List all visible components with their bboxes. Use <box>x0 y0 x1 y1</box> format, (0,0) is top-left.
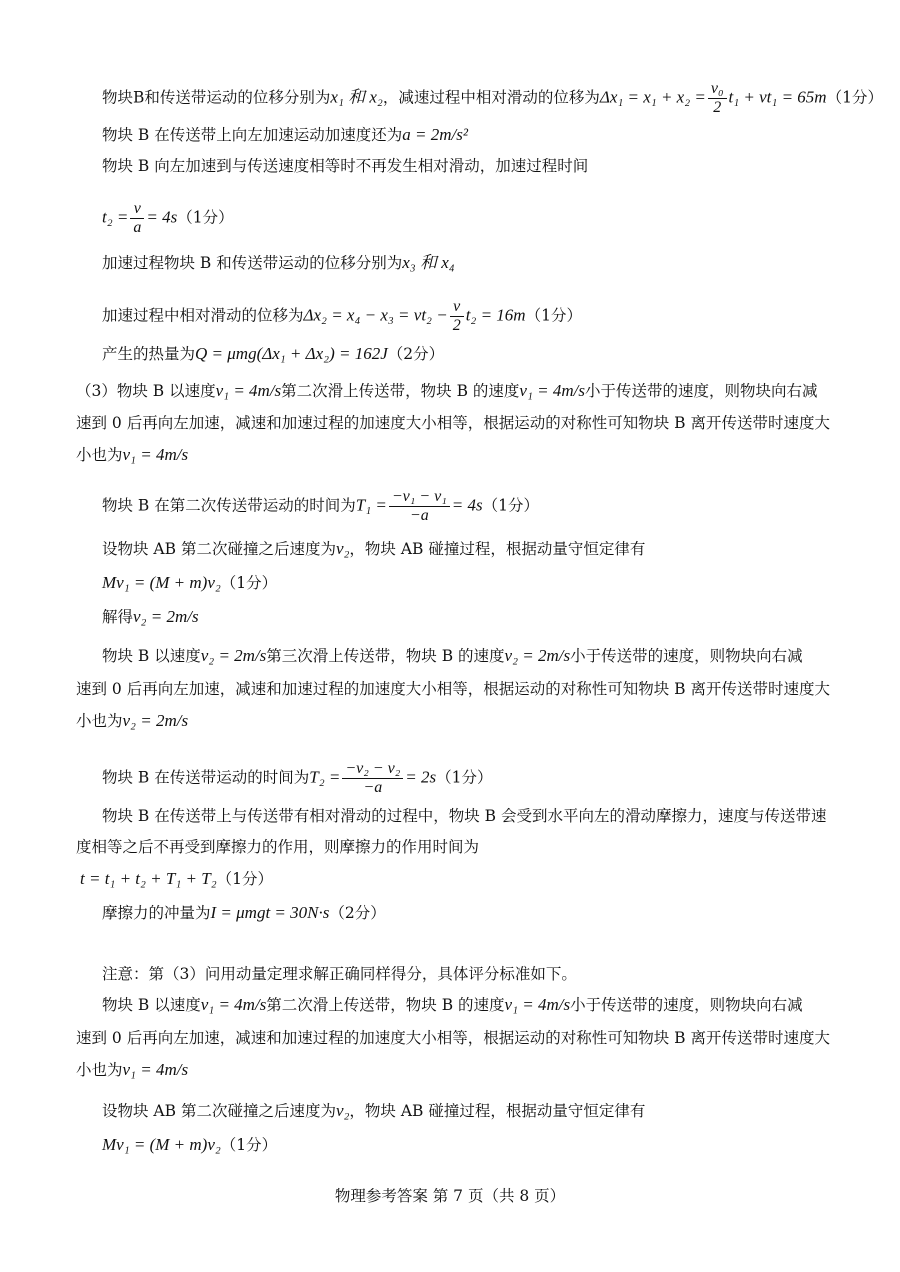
score-note: （1分） <box>216 870 273 888</box>
equation: Q = μmg(Δx₁ + Δx₂) = 162J <box>195 344 388 363</box>
line-text: ，减速过程中相对滑动的位移为 <box>382 88 600 107</box>
equation: t₁ + vt₁ = 65m <box>728 87 827 107</box>
text-line <box>76 1059 188 1081</box>
text-line <box>76 380 817 402</box>
note-line <box>102 963 577 985</box>
score-note: （1分） <box>177 208 234 227</box>
line-text: （3）物块 B 以速度 <box>76 382 216 400</box>
line-text: 第二次滑上传送带，物块 B 的速度 <box>281 382 520 400</box>
line-text: ，物块 AB 碰撞过程，根据动量守恒定律有 <box>349 1102 646 1120</box>
line-text: 产生的热量为 <box>102 345 196 363</box>
line-text: 摩擦力的冲量为 <box>102 904 211 922</box>
equation: = 4s <box>451 495 483 515</box>
line-text: 小也为 <box>76 712 123 730</box>
equation: Δx₂ = x₄ − x₃ = vt₂ − <box>303 305 448 325</box>
equation: a = 2m/s² <box>402 125 468 144</box>
line-text: 物块 B 在传送带运动的时间为 <box>102 768 310 787</box>
fraction <box>389 488 450 525</box>
line-text: 小于传送带的速度，则物块向右减 <box>570 996 803 1014</box>
line-text: 设物块 AB 第二次碰撞之后速度为 <box>102 540 336 558</box>
text-line <box>76 412 830 434</box>
line-text: 物块 B 在传送带上向左加速运动加速度还为 <box>102 126 403 144</box>
text-line <box>102 488 539 525</box>
fraction-numerator: −v₁ − v₁ <box>389 488 450 507</box>
fraction-denominator: a <box>133 219 142 236</box>
equation: v₁ = 4m/s <box>200 995 267 1014</box>
equation: = 2s <box>405 767 437 787</box>
equation: x₃ 和 x₄ <box>402 253 455 272</box>
text-line <box>102 343 444 365</box>
fraction-numerator: v <box>450 298 464 317</box>
equation: x₁ 和 x₂ <box>330 87 383 107</box>
text-line <box>102 1134 277 1156</box>
equation: v₁ = 4m/s <box>122 445 189 464</box>
text-line <box>102 1100 645 1122</box>
equation: v₁ = 4m/s <box>215 381 282 400</box>
equation: v₁ = 4m/s <box>504 995 571 1014</box>
text-line <box>76 836 479 858</box>
fraction <box>450 298 464 335</box>
fraction <box>130 200 144 237</box>
text-line <box>102 538 645 560</box>
line-text: 第三次滑上传送带，物块 B 的速度 <box>266 647 505 665</box>
score-note: （1分） <box>220 1136 278 1154</box>
line-text: 小也为 <box>76 446 123 464</box>
text-line <box>102 606 199 628</box>
fraction-numerator: v₀ <box>708 80 727 99</box>
line-text: 设物块 AB 第二次碰撞之后速度为 <box>102 1102 336 1120</box>
text-line <box>102 994 803 1016</box>
text-line <box>102 572 277 594</box>
page-footer: 物理参考答案 第 7 页（共 8 页） <box>334 1187 566 1205</box>
note-text: 注意：第（3）问用动量定理求解正确同样得分，具体评分标准如下。 <box>102 965 577 983</box>
text-line <box>76 678 830 700</box>
score-note: （2分） <box>329 904 386 922</box>
fraction-denominator: −a <box>363 779 383 796</box>
text-line <box>76 444 188 466</box>
equation: t = t₁ + t₂ + T₁ + T₂ <box>80 869 217 888</box>
line-text: 加速过程中相对滑动的位移为 <box>102 306 304 325</box>
line-text: 小于传送带的速度，则物块向右减 <box>570 647 803 665</box>
equation: Δx₁ = x₁ + x₂ = <box>599 87 706 107</box>
equation: v₂ <box>335 539 350 558</box>
text-line <box>76 1027 830 1049</box>
fraction-denominator: 2 <box>713 99 722 116</box>
fraction-denominator: −a <box>409 507 429 524</box>
text-line <box>102 805 827 827</box>
line-text: 小也为 <box>76 1061 123 1079</box>
line-text: ，物块 AB 碰撞过程，根据动量守恒定律有 <box>349 540 646 558</box>
text-line <box>102 124 468 146</box>
equation: t₂ = <box>102 207 129 227</box>
fraction <box>342 760 403 797</box>
equation: Mv₁ = (M + m)v₂ <box>102 573 221 592</box>
score-note: （1分） <box>436 768 493 787</box>
score-note: （1分） <box>826 88 883 107</box>
equation: T₁ = <box>355 495 387 515</box>
score-note: （1分） <box>220 574 278 592</box>
line-text: 速到 0 后再向左加速，减速和加速过程的加速度大小相等，根据运动的对称性可知物块 B 离开传送带时速度大 <box>76 680 830 698</box>
text-line <box>102 252 455 274</box>
text-line <box>102 155 588 177</box>
equation: v₂ = 2m/s <box>200 646 267 665</box>
text-line <box>76 710 188 732</box>
text-line <box>102 298 582 335</box>
equation: v₁ = 4m/s <box>122 1060 189 1079</box>
line-text: 物块 B 以速度 <box>102 647 201 665</box>
equation: = 4s <box>146 207 178 227</box>
score-note: （1分） <box>482 496 539 515</box>
equation: Mv₁ = (M + m)v₂ <box>102 1135 221 1154</box>
text-line <box>102 645 803 667</box>
line-text: 物块B和传送带运动的位移分别为 <box>102 88 331 107</box>
line-text: 解得 <box>102 608 134 626</box>
text-line <box>80 868 273 890</box>
equation: v₂ = 2m/s <box>122 711 189 730</box>
equation: I = μmgt = 30N·s <box>210 903 330 922</box>
text-line <box>102 902 386 924</box>
line-text: 物块 B 以速度 <box>102 996 201 1014</box>
text-line <box>102 760 492 797</box>
score-note: （1分） <box>525 306 582 325</box>
line-text: 物块 B 向左加速到与传送速度相等时不再发生相对滑动，加速过程时间 <box>102 157 589 175</box>
text-line <box>102 200 234 237</box>
equation: T₂ = <box>309 767 341 787</box>
line-text: 第二次滑上传送带，物块 B 的速度 <box>266 996 505 1014</box>
line-text: 物块 B 在传送带上与传送带有相对滑动的过程中，物块 B 会受到水平向左的滑动摩擦力，速度与传送带速 <box>102 807 827 825</box>
fraction-numerator: −v₂ − v₂ <box>342 760 403 779</box>
line-text: 速到 0 后再向左加速，减速和加速过程的加速度大小相等，根据运动的对称性可知物块 B 离开传送带时速度大 <box>76 414 830 432</box>
equation: t₂ = 16m <box>465 305 526 325</box>
line-text: 小于传送带的速度，则物块向右减 <box>584 382 818 400</box>
fraction-numerator: v <box>130 200 144 219</box>
fraction <box>708 80 727 117</box>
text-line <box>102 80 883 117</box>
fraction-denominator: 2 <box>452 317 461 334</box>
line-text: 物块 B 在第二次传送带运动的时间为 <box>102 496 356 515</box>
equation: v₂ = 2m/s <box>504 646 571 665</box>
line-text: 加速过程物块 B 和传送带运动的位移分别为 <box>102 254 403 272</box>
equation: v₂ = 2m/s <box>133 607 199 626</box>
score-note: （2分） <box>387 345 445 363</box>
line-text: 速到 0 后再向左加速，减速和加速过程的加速度大小相等，根据运动的对称性可知物块 B 离开传送带时速度大 <box>76 1029 830 1047</box>
equation: v₁ = 4m/s <box>519 381 585 400</box>
equation: v₂ <box>335 1101 350 1120</box>
line-text: 度相等之后不再受到摩擦力的作用，则摩擦力的作用时间为 <box>76 838 480 856</box>
